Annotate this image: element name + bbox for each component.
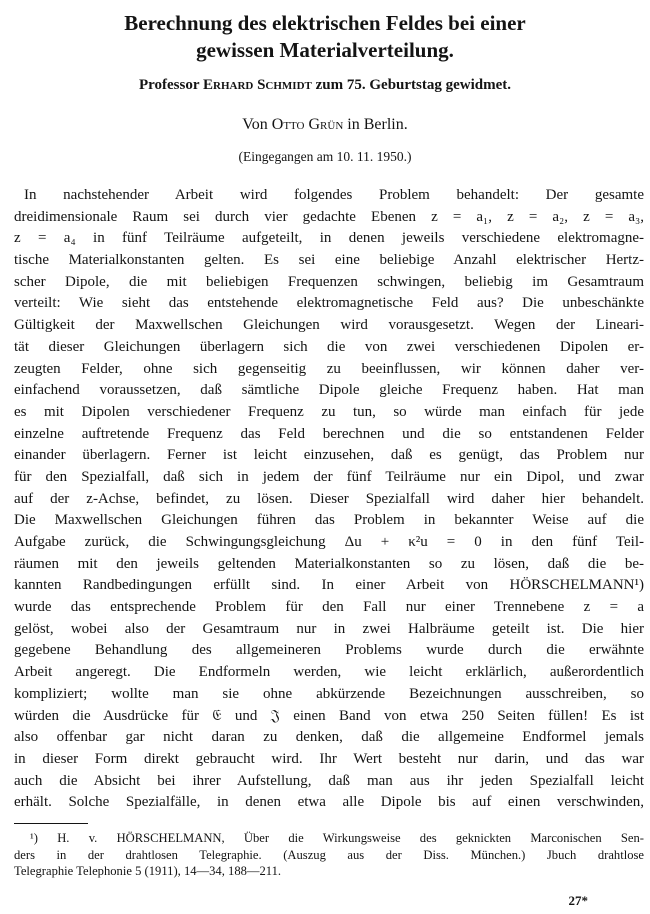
- author-suffix: in Berlin.: [343, 116, 408, 133]
- body-line: Aufgabe zurück, die Schwingungsgleichung Δu + κ²u = 0 in den fünf Teil-: [14, 534, 644, 550]
- body-line: Gültigkeit der Maxwellschen Gleichungen wird vorausgesetzt. Wegen der Lineari-: [14, 317, 644, 334]
- body-paragraph: [14, 185, 644, 814]
- body-line: Arbeit angeregt. Die Endformeln werden, wie leicht erklärlich, außerordentlich: [14, 664, 644, 681]
- author-name: Otto Grün: [271, 116, 344, 133]
- body-line: kannten Randbedingungen erfüllt sind. In einer Arbeit von HÖRSCHELMANN¹): [14, 577, 644, 594]
- footnote: [14, 830, 644, 880]
- footnote-line: Telegraphie Telephonie 5 (1911), 14—34, 188—211.: [14, 864, 282, 878]
- dedicatee-name: Erhard Schmidt: [203, 77, 312, 93]
- received-date: (Eingegangen am 10. 11. 1950.): [238, 149, 412, 164]
- footnote-line: ders in der drahtlosen Telegraphie. (Auszug aus der Diss. München.) Jbuch drahtlose: [14, 847, 644, 862]
- body-line: tische Materialkonstanten gelten. Es sei eine beliebige Anzahl elektrischer Hertz-: [14, 252, 644, 269]
- body-line: dreidimensionale Raum sei durch vier gedachte Ebenen z = a₁, z = a₂, z = a₃,: [14, 208, 644, 225]
- body-line: z = a₄ in fünf Teilräume aufgeteilt, in denen jeweils verschiedene elektromagne-: [14, 230, 644, 247]
- body-line: einzelne auftretende Frequenz das Feld berechnen und die so entstandenen Felder: [14, 425, 644, 442]
- body-line: würden die Ausdrücke für 𝔈 und 𝔍 einen Band von etwa 250 Seiten füllen! Es ist: [14, 707, 644, 724]
- body-line: scher Dipole, die mit beliebigen Frequenzen schwingen, beliebig im Gesamtraum: [14, 273, 644, 290]
- body-line: erhält. Solche Spezialfälle, in denen etwa alle Dipole bis auf einen verschwinden,: [14, 794, 644, 811]
- body-line: einfachend voraussetzen, daß sämtliche Dipole gleiche Frequenz haben. Hat man: [14, 382, 644, 399]
- body-line: räumen mit den jeweils geltenden Materialkonstanten so zu lösen, daß die be-: [14, 555, 644, 572]
- title-line-1: Berechnung des elektrischen Feldes bei einer: [124, 11, 526, 35]
- dedication: [40, 76, 610, 95]
- body-line: verteilt: Wie sieht das entstehende elektromagnetische Feld aus? Die unbeschänkte: [14, 295, 644, 312]
- body-line: auf der z-Achse, befindet, zu lösen. Dieser Spezialfall wird daher hier behandelt.: [14, 490, 644, 507]
- body-line: in dieser Form direkt gebraucht wird. Ihr Wert besteht nur darin, und das war: [14, 750, 644, 767]
- footnote-rule: [14, 823, 88, 824]
- page-number: 27*: [568, 893, 588, 908]
- body-line: wurde das entsprechende Problem für den Fall nur einer Trennebene z = a: [14, 599, 644, 616]
- body-line: gelöst, wobei also der Gesamtraum nur in zwei Halbräume geteilt ist. Die hier: [14, 620, 644, 637]
- body-line: für den Spezialfall, daß sich in jedem der fünf Teilräume nur ein Dipol, und zwar: [14, 468, 644, 485]
- body-line: es mit Dipolen verschiedener Frequenz zu tun, so würde man einfach für jede: [14, 403, 644, 420]
- title-line-2: gewissen Materialverteilung.: [196, 38, 454, 62]
- body-line: tät dieser Gleichungen überlagern sich die von zwei verschiedenen Dipolen er-: [14, 338, 644, 355]
- dedication-prefix: Professor: [138, 77, 203, 93]
- author-prefix: Von: [242, 116, 272, 133]
- body-line: In nachstehender Arbeit wird folgendes Problem behandelt: Der gesamte: [24, 187, 644, 203]
- dedication-suffix: zum 75. Geburtstag gewidmet.: [311, 77, 512, 93]
- footnote-line: ¹) H. v. HÖRSCHELMANN, Über die Wirkungsweise des geknickten Marconischen Sen-: [30, 831, 644, 845]
- body-line: Die Maxwellschen Gleichungen führen das Problem in bekannter Weise auf die: [14, 512, 644, 529]
- body-line: zeugten Felder, ohne sich gegenseitig zu beeinflussen, wir können daher ver-: [14, 360, 644, 377]
- author-line: [40, 115, 610, 135]
- body-line: auch die Absicht bei ihrer Aufstellung, daß man aus ihr jeden Spezialfall leicht: [14, 772, 644, 789]
- article-title: [60, 10, 590, 64]
- body-line: kompliziert; wollte man sie ohne abkürzende Bezeichnungen ausschreiben, so: [14, 685, 644, 702]
- body-line: also offenbar gar nicht daran zu denken, daß die allgemeine Endformel jemals: [14, 729, 644, 746]
- body-line: einander überlagern. Ferner ist leicht einzusehen, daß es genügt, das Problem nur: [14, 447, 644, 464]
- body-line: gegebene Behandlung des allgemeineren Problems wurde durch die erwähnte: [14, 642, 644, 659]
